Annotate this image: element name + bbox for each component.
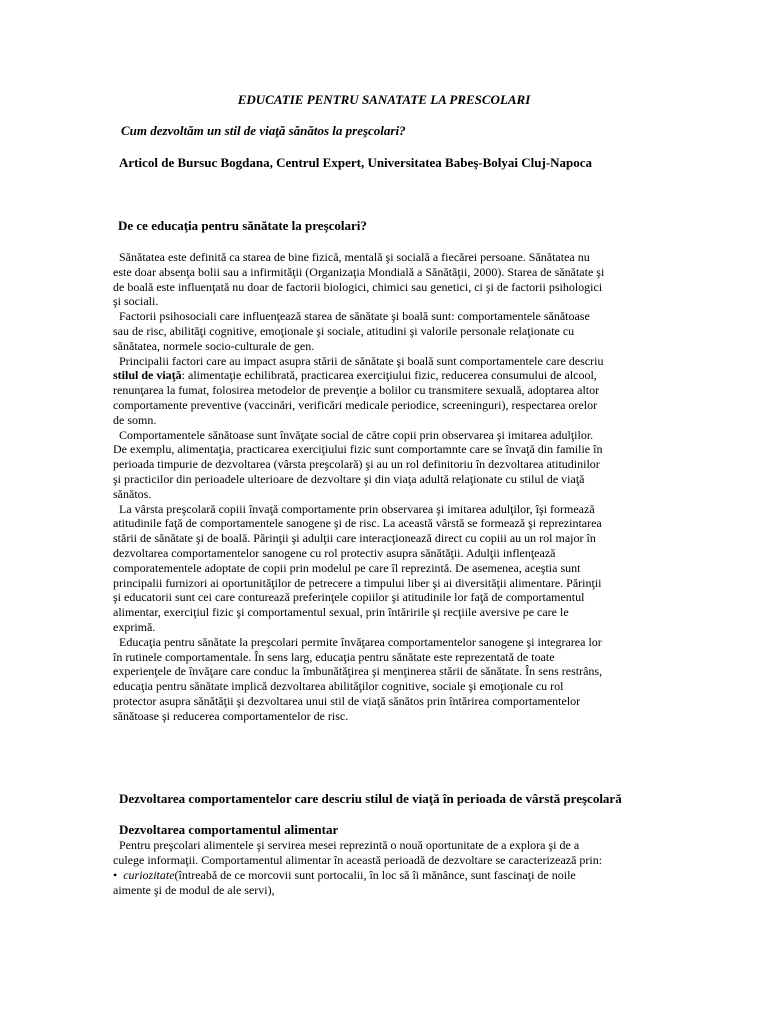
section1-line: stării de sănătate şi de boală. Părinţii şi adulţii care interacţionează direct cu copiii au un rol major în — [113, 531, 596, 546]
section1-line: dezvoltarea comportamentelor sanogene cu rol protectiv asupra sănătăţii. Adulţii inflenţează — [113, 545, 556, 560]
section1-line: de boală este influenţată nu doar de factorii biologici, chimici sau genetici, ci şi de factorii psihologici — [113, 279, 603, 294]
section1-line: perioada timpurie de dezvoltarea (vârsta preşcolară) şi au un rol definitoriu în dezvoltarea atitudinilor — [113, 457, 600, 472]
paragraph-line-stil — [113, 368, 653, 383]
section2-line: culege informaţii. Comportamentul alimentar în această perioadă de dezvoltare se caracterizează prin: — [113, 852, 603, 867]
section1-line: sănătatea, normele socio-culturale de gen. — [113, 338, 315, 353]
section1-line: alimentar, exerciţiul fizic şi comportamentul sexual, prin întăririle şi recţiile aversive pe care le — [113, 605, 569, 620]
section2-line: Pentru preşcolari alimentele şi servirea mesei reprezintă o nouă oportunitate de a explora şi de a — [113, 838, 580, 852]
author-line: Articol de Bursuc Bogdana, Centrul Expert, Universitatea Babeş-Bolyai Cluj-Napoca — [119, 155, 593, 170]
section2-body — [113, 838, 658, 868]
section1-line: comportamente preventive (vaccinări, verificări medicale periodice, screeninguri), respectarea orelor — [113, 397, 598, 412]
stil-bold-term: stilul de viaţă — [113, 368, 182, 383]
section1-line: sau de risc, abilităţi cognitive, emoţionale şi sociale, atitudini şi valorile personale relaţionate cu — [113, 323, 575, 338]
section1-line: exprimă. — [113, 619, 156, 634]
section2-subheading: Dezvoltarea comportamentul alimentar — [119, 822, 339, 837]
bullet-text: (întreabă de ce morcovii sunt portocalii, în loc să îi mănânce, sunt fascinaţi de noile — [174, 868, 576, 882]
section1-line: atitudinile faţă de comportamentele sanogene şi de risc. La această vârstă se formează şi reprezintarea — [113, 516, 602, 531]
section1-line: de somn. — [113, 412, 157, 427]
section2-heading: Dezvoltarea comportamentelor care descriu stilul de viaţă în perioada de vârstă preşcolară — [119, 791, 622, 806]
section1-line: experienţele de învăţare care conduc la îmbunătăţirea şi menţinerea stării de sănătate. În sens restrâns, — [113, 664, 603, 679]
section1-line: Educaţia pentru sănătate la preşcolari permite învăţarea comportamentelor sanogene şi integrarea lor — [113, 634, 602, 649]
section1-heading: De ce educaţia pentru sănătate la preşcolari? — [118, 218, 367, 233]
bullet-continuation: aimente şi de modul de ale servi), — [113, 882, 275, 897]
section1-line: şi practicilor din perioadele ulterioare de dezvoltare şi din viaţa adultă relaţionate cu stilul de viaţă — [113, 471, 585, 486]
section1-line: La vârsta preşcolară copiii învaţă comportamente prin observarea şi imitarea adulţilor, îşi formează — [113, 501, 595, 516]
section1-line: comporatementele adoptate de copii prin modelul pe care îl reprezintă. De asemenea, aceştia sunt — [113, 560, 581, 575]
section1-line: în rutinele comportamentale. În sens larg, educaţia pentru sănătate este reprezentată de toate — [113, 649, 555, 664]
bullet-marker: • — [113, 868, 118, 882]
section1-line: educaţia pentru sănătate implică dezvoltarea abilităţilor cognitive, sociale şi emoţionale cu rol — [113, 679, 564, 694]
section1-line: sănătos. — [113, 486, 152, 501]
section1-line: Sănătatea este definită ca starea de bine fizică, mentală şi socială a fiecărei persoane. Sănătatea nu — [113, 250, 590, 264]
stil-rest: : alimentaţie echilibrată, practicarea exerciţiului fizic, reducerea consumului de alcool, — [181, 368, 597, 383]
section1-body — [113, 250, 653, 724]
section1-line: renunţarea la fumat, folosirea metodelor de prevenţie a bolilor cu transmitere sexuală, adoptarea altor — [113, 383, 600, 398]
document-subtitle: Cum dezvoltăm un stil de viaţă sănătos la preşcolari? — [121, 123, 406, 138]
section1-line: Comportamentele sănătoase sunt învăţate social de către copii prin observarea şi imitarea adulţilor. — [113, 427, 594, 442]
section1-line: şi educatorii sunt cei care conturează preferinţele copiilor şi atitudinile lor faţă de comportamentul — [113, 590, 585, 605]
bullet-item — [113, 868, 658, 898]
section1-line: protector asupra sănătăţii şi dezvoltarea unui stil de viaţă sănătos prin întărirea comportamentelor — [113, 693, 581, 708]
section1-line: Factorii psihosociali care influenţează starea de sănătate şi boală sunt: comportamentele sănătoase — [113, 309, 590, 324]
document-title: EDUCATIE PENTRU SANATATE LA PRESCOLARI — [237, 92, 531, 107]
section1-line: şi sociali. — [113, 294, 159, 309]
section1-line: sănătoase şi reducerea comportamentelor de risc. — [113, 708, 349, 723]
section1-line: De exemplu, alimentaţia, practicarea exerciţiului fizic sunt comportamnte care se învaţă din familie în — [113, 442, 603, 457]
section1-line: Principalii factori care au impact asupra stării de sănătate şi boală sunt comportamentele care descriu — [113, 353, 604, 368]
section1-line: principalii furnizori ai oportunităţilor de petrecere a timpului liber şi ai diversităţii alimentare. Părinţii — [113, 575, 602, 590]
section1-line: este doar absenţa bolii sau a infirmităţii (Organizaţia Mondială a Sănătăţii, 2000). Starea de sănătate şi — [113, 264, 605, 279]
bullet-term: curiozitate — [123, 868, 175, 882]
